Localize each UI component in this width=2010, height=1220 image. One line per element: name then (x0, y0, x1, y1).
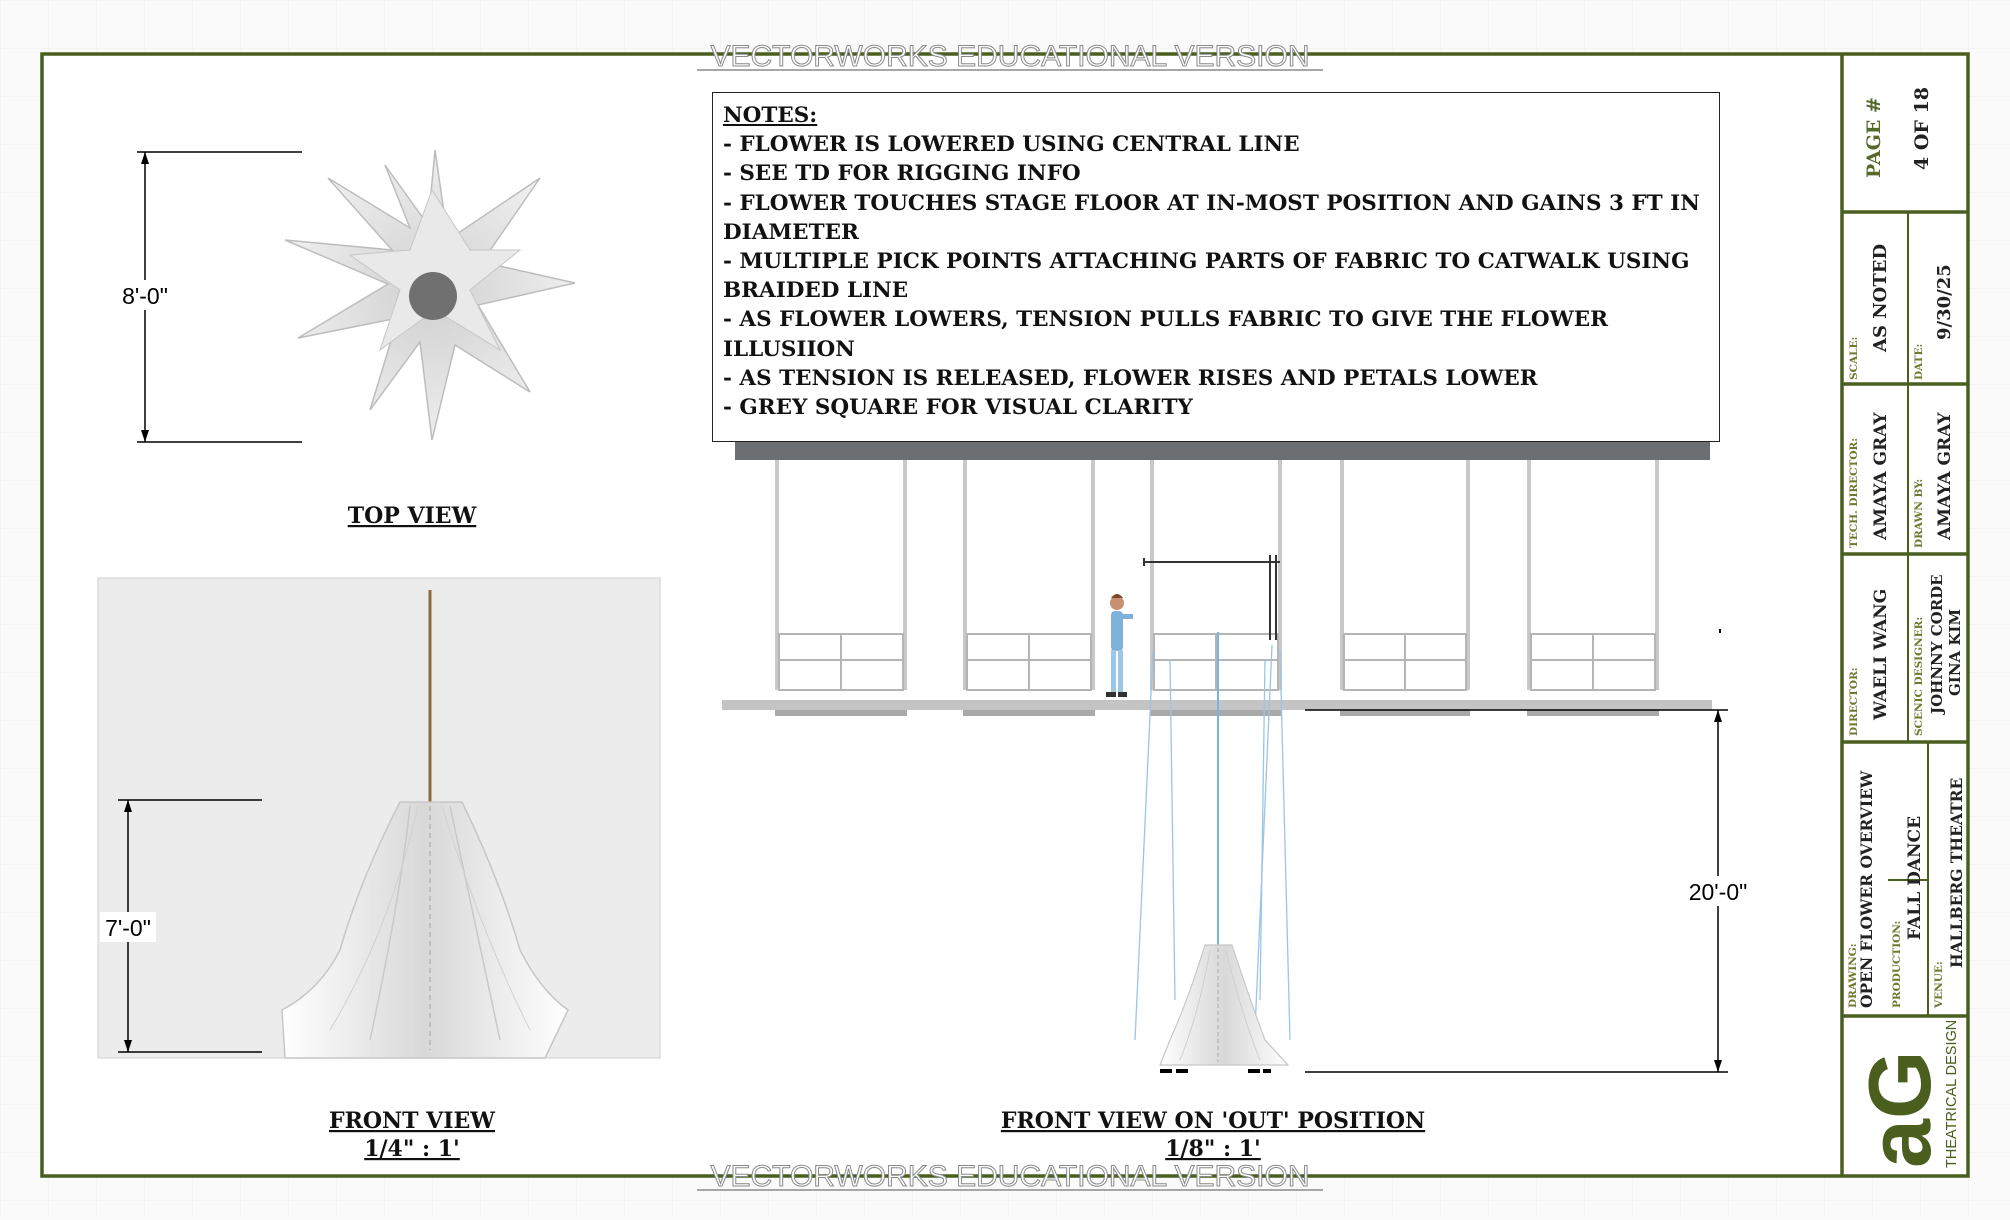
tb-director-label: DIRECTOR: (1848, 667, 1860, 736)
tb-production-label: PRODUCTION: (1891, 920, 1903, 1008)
tb-scenic-value-1: JOHNNY CORDE (1928, 574, 1946, 714)
tb-venue-value: HALLBERG THEATRE (1947, 777, 1966, 968)
front-view-dimension: 7'-0" (105, 915, 151, 941)
top-view-dimension: 8'-0" (122, 283, 168, 309)
catwalk-beam (735, 442, 1710, 460)
tb-page-value: 4 OF 18 (1911, 87, 1933, 170)
out-view-scale: 1/8" : 1' (1165, 1136, 1261, 1162)
tb-date-value: 9/30/25 (1934, 264, 1955, 340)
logo-subtitle: THEATRICAL DESIGN (1944, 1019, 1960, 1168)
tb-drawing-value: OPEN FLOWER OVERVIEW (1857, 770, 1876, 1008)
note-item: - AS TENSION IS RELEASED, FLOWER RISES AND PETALS LOWER (723, 365, 1538, 391)
note-item: - AS FLOWER LOWERS, TENSION PULLS FABRIC TO GIVE THE FLOWER ILLUSIION (723, 307, 1608, 362)
logo-mark: aG (1850, 1050, 1949, 1168)
tb-td-value: AMAYA GRAY (1871, 412, 1891, 540)
note-item: - FLOWER IS LOWERED USING CENTRAL LINE (723, 132, 1300, 158)
tb-drawing-label: DRAWING: (1847, 943, 1859, 1008)
note-item: - FLOWER TOUCHES STAGE FLOOR AT IN-MOST POSITION AND GAINS 3 FT IN DIAMETER (723, 190, 1700, 245)
note-item: - SEE TD FOR RIGGING INFO (723, 161, 1081, 187)
tb-date-label: DATE: (1913, 343, 1925, 380)
note-item: - GREY SQUARE FOR VISUAL CLARITY (723, 395, 1193, 421)
tb-scale-value: AS NOTED (1870, 243, 1891, 352)
notes-box (712, 92, 1720, 442)
tb-scale-label: SCALE: (1848, 336, 1860, 380)
front-view-scale: 1/4" : 1' (364, 1136, 460, 1162)
out-view-title: FRONT VIEW ON 'OUT' POSITION (1000, 1108, 1426, 1134)
tb-production-value: FALL DANCE (1905, 815, 1925, 940)
notes-title: NOTES: (723, 103, 818, 128)
watermark-top: VECTORWORKS EDUCATIONAL VERSION (710, 40, 1310, 73)
tb-scenic-label: SCENIC DESIGNER: (1913, 616, 1925, 736)
tb-drawn-value: AMAYA GRAY (1935, 412, 1955, 540)
note-item: - MULTIPLE PICK POINTS ATTACHING PARTS OF FABRIC TO CATWALK USING BRAIDED LINE (723, 249, 1690, 304)
tb-page-label: PAGE # (1863, 97, 1885, 178)
tb-scenic-value-2: GINA KIM (1946, 608, 1964, 696)
watermark-bottom: VECTORWORKS EDUCATIONAL VERSION (710, 1160, 1310, 1193)
tb-td-label: TECH. DIRECTOR: (1848, 437, 1860, 548)
front-view-title: FRONT VIEW (328, 1108, 496, 1134)
out-view-dimension: 20'-0" (1688, 879, 1748, 905)
tb-drawn-label: DRAWN BY: (1913, 478, 1925, 548)
top-view-title: TOP VIEW (347, 503, 477, 529)
tb-director-value: WAELI WANG (1871, 588, 1891, 720)
tb-venue-label: VENUE: (1933, 961, 1945, 1008)
